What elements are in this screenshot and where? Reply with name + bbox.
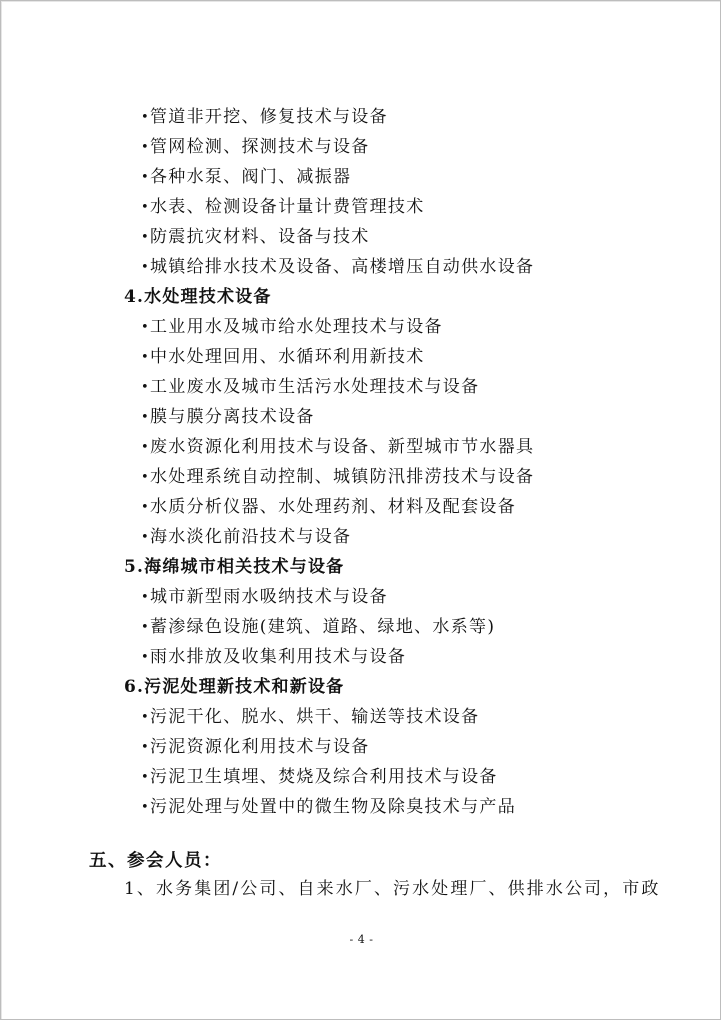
list-item-text: 中水处理回用、水循环利用新技术 <box>150 347 425 367</box>
bullet-icon: • <box>141 410 150 425</box>
subsection-heading: 5.海绵城市相关技术与设备 <box>124 557 345 577</box>
list-item-text: 废水资源化利用技术与设备、新型城市节水器具 <box>150 437 535 457</box>
list-item <box>141 437 534 459</box>
list-item-text: 管网检测、探测技术与设备 <box>150 137 370 157</box>
bullet-icon: • <box>141 170 150 185</box>
bullet-icon: • <box>141 470 150 485</box>
list-item-text: 各种水泵、阀门、减振器 <box>150 167 352 187</box>
list-item-text: 海水淡化前沿技术与设备 <box>150 527 352 547</box>
list-item-text: 防震抗灾材料、设备与技术 <box>150 227 370 247</box>
list-item <box>141 647 406 669</box>
list-item <box>141 617 495 639</box>
list-item-text: 水处理系统自动控制、城镇防汛排涝技术与设备 <box>150 467 535 487</box>
bullet-icon: • <box>141 320 150 335</box>
bullet-icon: • <box>141 350 150 365</box>
subsection-heading: 4.水处理技术设备 <box>124 287 272 307</box>
list-item-text: 工业废水及城市生活污水处理技术与设备 <box>150 377 480 397</box>
list-item <box>141 377 479 399</box>
bullet-icon: • <box>141 200 150 215</box>
list-item <box>141 107 388 129</box>
list-item-text: 工业用水及城市给水处理技术与设备 <box>150 317 443 337</box>
list-item-text: 膜与膜分离技术设备 <box>150 407 315 427</box>
bullet-icon: • <box>141 590 150 605</box>
list-item <box>141 467 534 489</box>
list-item-text: 水质分析仪器、水处理药剂、材料及配套设备 <box>150 497 516 517</box>
list-item <box>141 587 388 609</box>
bullet-icon: • <box>141 110 150 125</box>
bullet-icon: • <box>141 530 150 545</box>
section-title: 五、参会人员： <box>89 851 222 871</box>
list-item <box>141 407 315 429</box>
list-item-text: 管道非开挖、修复技术与设备 <box>150 107 388 127</box>
list-item <box>141 227 370 249</box>
list-item-text: 水表、检测设备计量计费管理技术 <box>150 197 425 217</box>
list-item <box>141 767 498 789</box>
bullet-icon: • <box>141 260 150 275</box>
list-item <box>141 137 370 159</box>
list-item <box>141 737 370 759</box>
list-item-text: 城市新型雨水吸纳技术与设备 <box>150 587 388 607</box>
list-item-text: 城镇给排水技术及设备、高楼增压自动供水设备 <box>150 257 535 277</box>
list-item <box>141 197 425 219</box>
bullet-icon: • <box>141 620 150 635</box>
page-number: - 4 - <box>349 933 374 946</box>
list-item <box>141 167 351 189</box>
list-item <box>141 257 534 279</box>
list-item <box>141 317 443 339</box>
bullet-icon: • <box>141 740 150 755</box>
bullet-icon: • <box>141 380 150 395</box>
list-item-text: 污泥干化、脱水、烘干、输送等技术设备 <box>150 707 480 727</box>
list-item-text: 污泥资源化利用技术与设备 <box>150 737 370 757</box>
bullet-icon: • <box>141 140 150 155</box>
list-item <box>141 497 516 519</box>
body-text: 1、水务集团/公司、自来水厂、污水处理厂、供排水公司，市政 <box>124 879 661 899</box>
list-item-text: 污泥处理与处置中的微生物及除臭技术与产品 <box>150 797 516 817</box>
bullet-icon: • <box>141 230 150 245</box>
list-item <box>141 707 479 729</box>
bullet-icon: • <box>141 710 150 725</box>
bullet-icon: • <box>141 800 150 815</box>
bullet-icon: • <box>141 650 150 665</box>
bullet-icon: • <box>141 770 150 785</box>
list-item-text: 污泥卫生填埋、焚烧及综合利用技术与设备 <box>150 767 498 787</box>
bullet-icon: • <box>141 500 150 515</box>
bullet-icon: • <box>141 440 150 455</box>
list-item <box>141 347 425 369</box>
list-item <box>141 797 516 819</box>
subsection-heading: 6.污泥处理新技术和新设备 <box>124 677 345 697</box>
list-item-text: 雨水排放及收集利用技术与设备 <box>150 647 407 667</box>
list-item-text: 蓄渗绿色设施(建筑、道路、绿地、水系等) <box>150 617 496 637</box>
list-item <box>141 527 351 549</box>
